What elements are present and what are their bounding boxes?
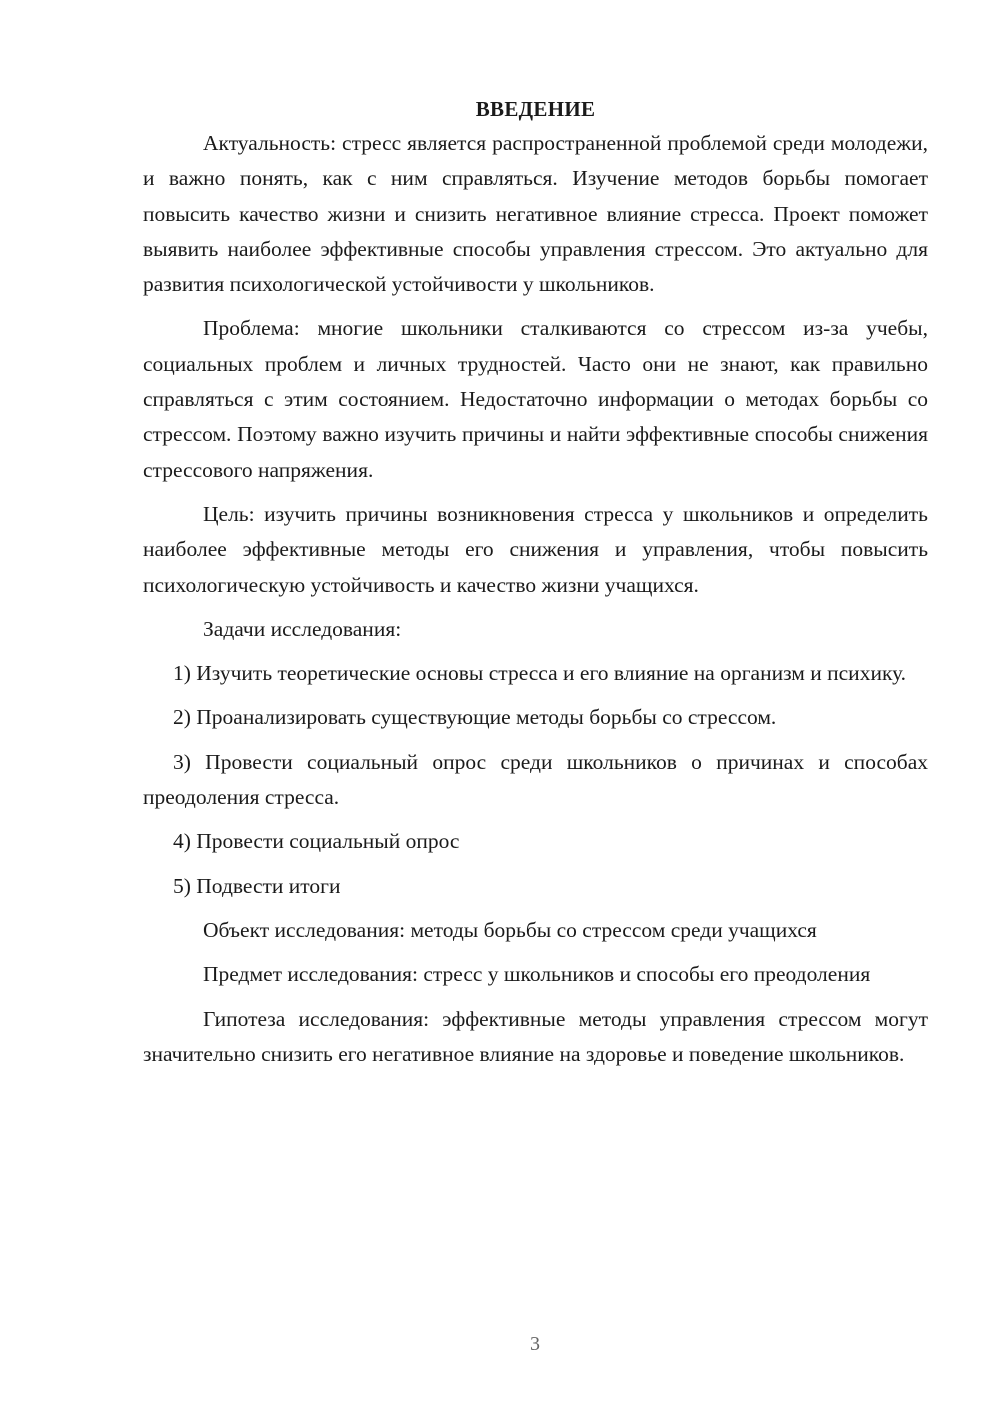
goal-paragraph: Цель: изучить причины возникновения стресса у школьников и определить наиболее эффективные методы его снижения и управления, чтобы повысить психологическую устойчивость и качество жизни учащихся. <box>143 501 928 597</box>
subject-paragraph: Предмет исследования: стресс у школьников и способы его преодоления <box>203 962 871 987</box>
page-title: ВВЕДЕНИЕ <box>475 97 596 121</box>
task-item-4: 4) Провести социальный опрос <box>173 829 460 854</box>
task-item-2: 2) Проанализировать существующие методы борьбы со стрессом. <box>173 705 777 730</box>
tasks-heading: Задачи исследования: <box>203 616 402 641</box>
problem-paragraph: Проблема: многие школьники сталкиваются со стрессом из-за учебы, социальных проблем и личных трудностей. Часто они не знают, как правильно справляться с этим состоянием. Недостаточно информации о методах борьбы со стрессом. Поэтому важно изучить причины и найти эффективные способы снижения стрессового напряжения. <box>143 316 928 482</box>
task-item-1: 1) Изучить теоретические основы стресса и его влияние на организм и психику. <box>173 661 907 686</box>
relevance-paragraph: Актуальность: стресс является распространенной проблемой среди молодежи, и важно понять, как с ним справляться. Изучение методов борьбы помогает повысить качество жизни и снизить негативное влияние стресса. Проект поможет выявить наиболее эффективные способы управления стрессом. Это актуально для развития психологической устойчивости у школьников. <box>143 131 928 297</box>
task-item-3: 3) Провести социальный опрос среди школьников о причинах и способах преодоления стресса. <box>143 749 928 810</box>
document-page <box>143 92 928 1081</box>
hypothesis-paragraph: Гипотеза исследования: эффективные методы управления стрессом могут значительно снизить его негативное влияние на здоровье и поведение школьников. <box>143 1006 928 1066</box>
task-item-5: 5) Подвести итоги <box>173 873 341 898</box>
page-number: 3 <box>530 1333 540 1355</box>
object-paragraph: Объект исследования: методы борьбы со стрессом среди учащихся <box>203 917 817 942</box>
